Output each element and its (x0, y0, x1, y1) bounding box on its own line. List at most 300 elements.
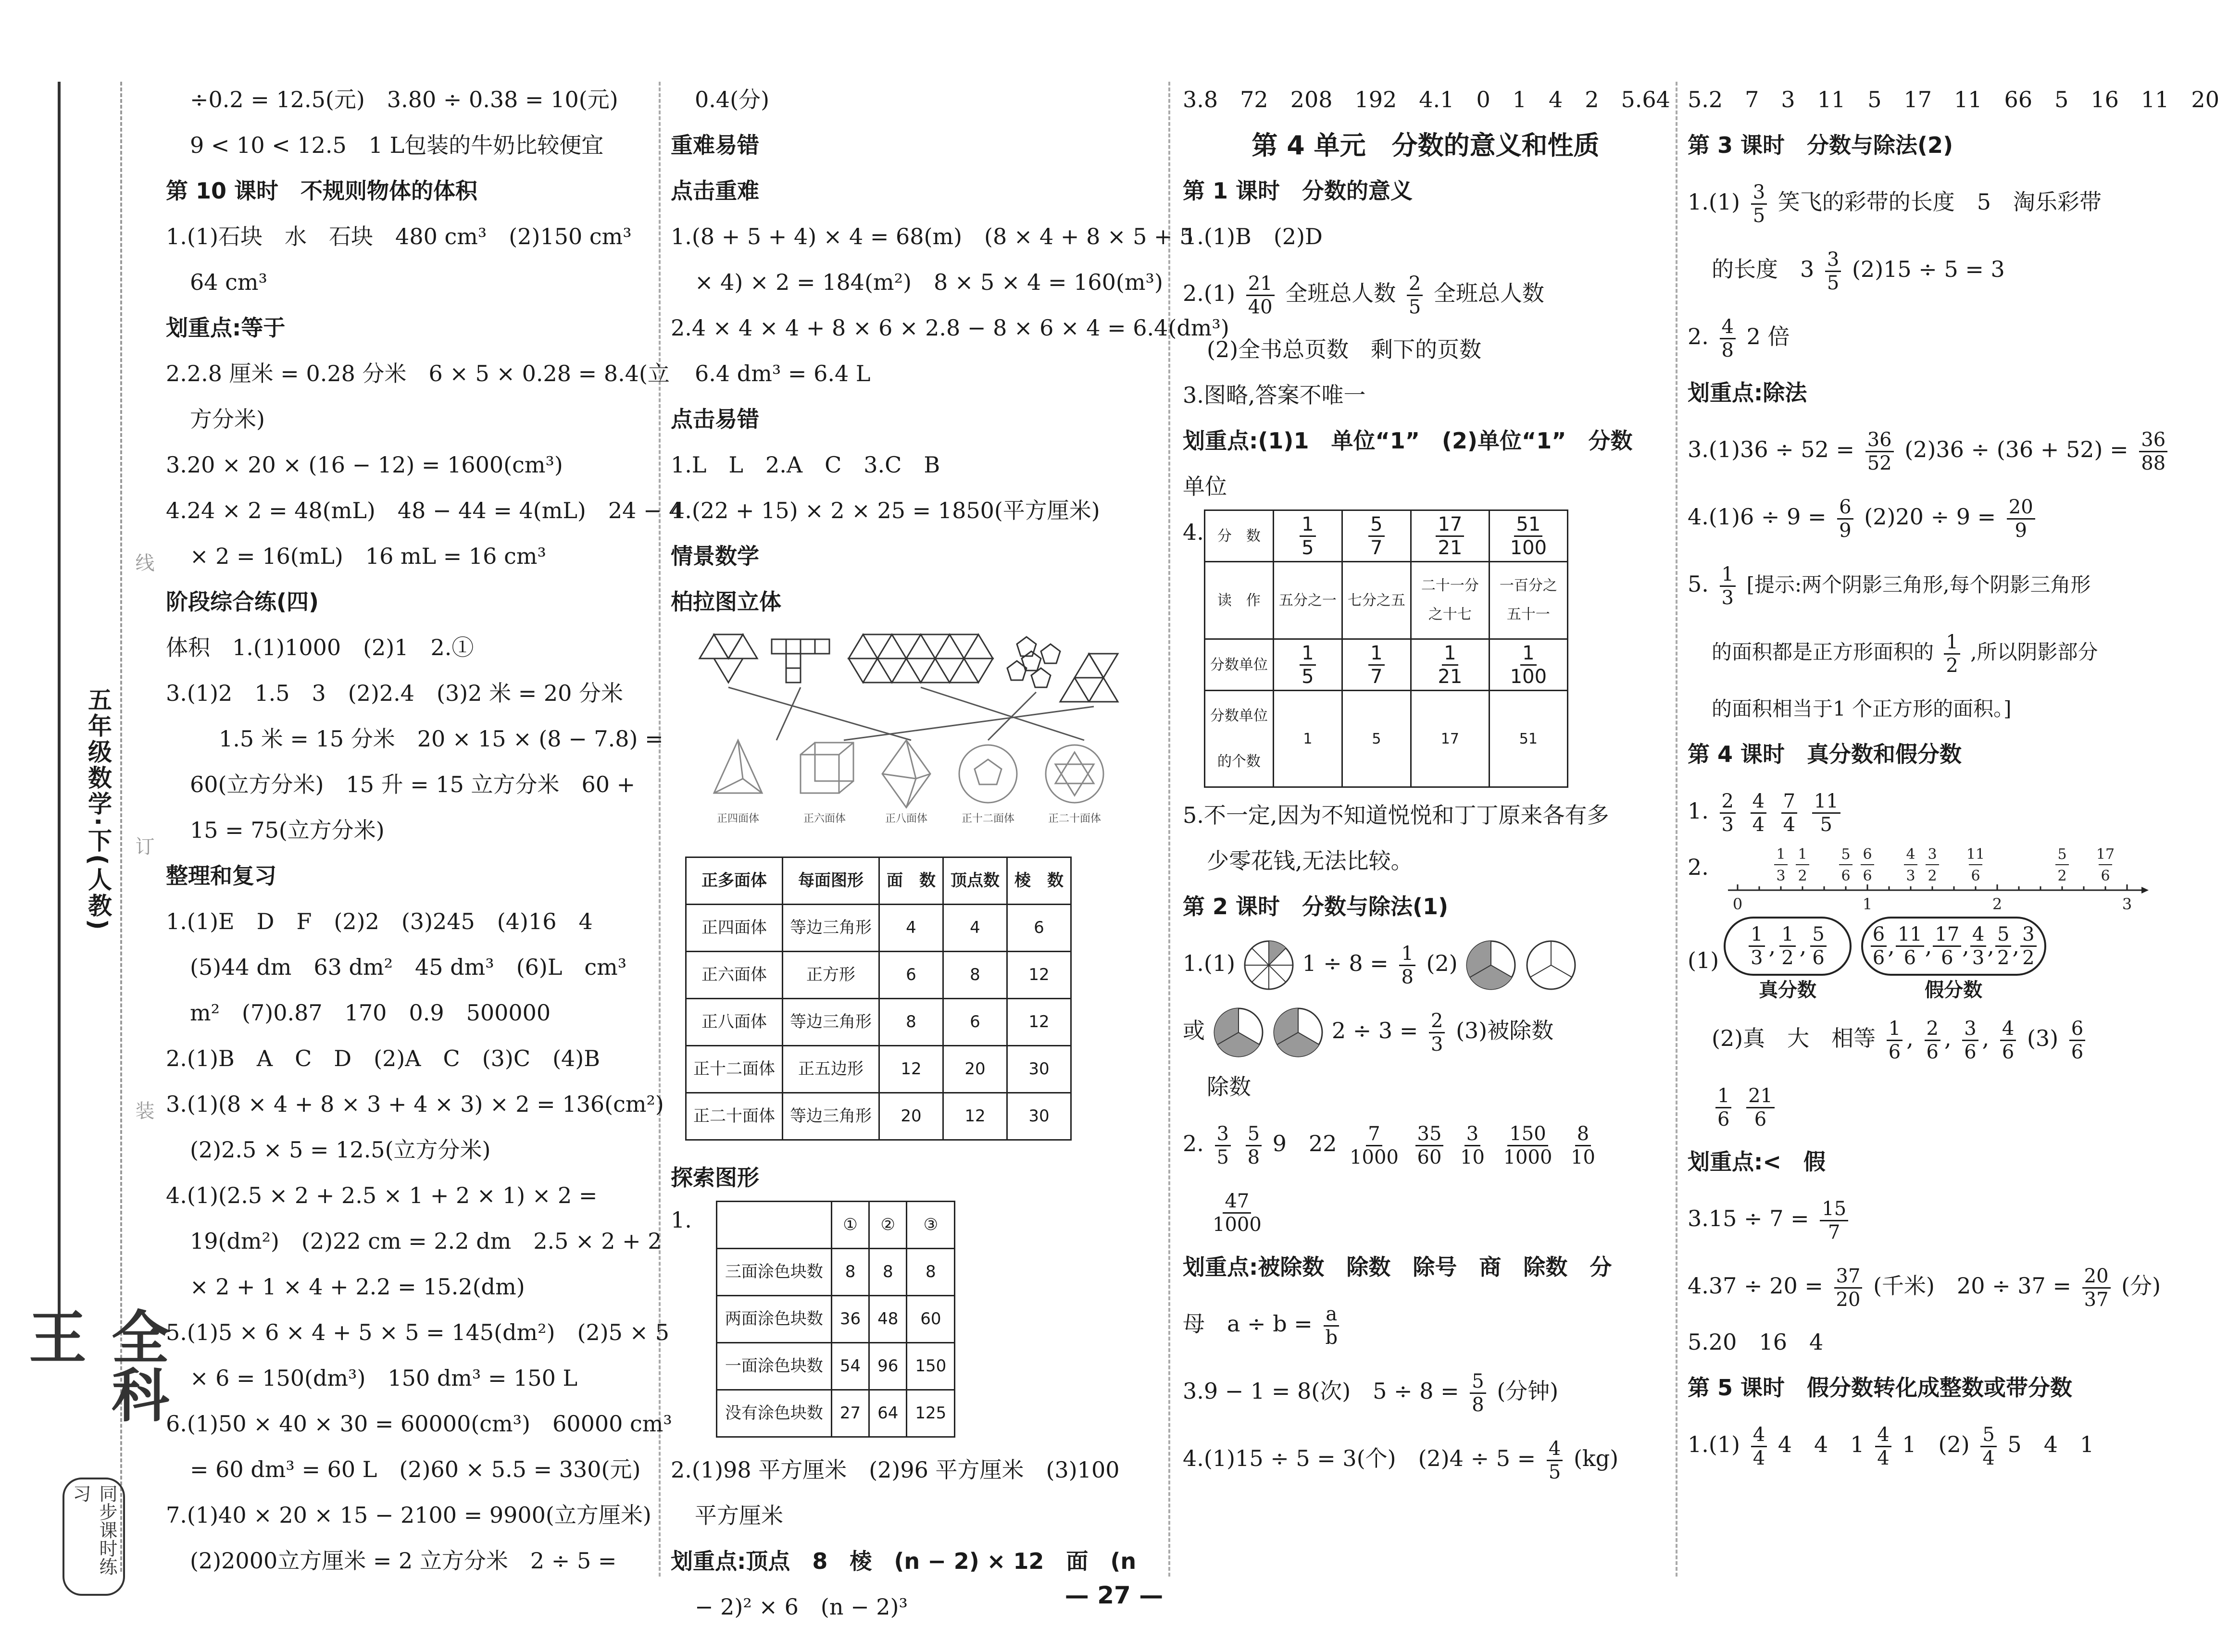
number-line-numerator: 17 (2096, 846, 2115, 863)
section-title: 阶段综合练(四) (166, 589, 319, 615)
table-cell: 12 (1007, 999, 1071, 1046)
page-number: — 27 — (1064, 1581, 1164, 1609)
numerator: 11 (1896, 923, 1924, 947)
denominator: 8 (1472, 1393, 1484, 1416)
denominator: 4 (1982, 1447, 1995, 1469)
table-row (686, 999, 1071, 1046)
fraction (1781, 790, 1797, 836)
answer-text: (分钟) (1497, 1378, 1559, 1404)
fraction (1751, 181, 1767, 227)
denominator: 5 (1302, 537, 1314, 559)
denominator: 7 (1827, 1221, 1840, 1243)
denominator: 9 (2015, 519, 2027, 542)
denominator: 2 (2022, 947, 2035, 969)
fraction-reading-table (1204, 509, 1568, 788)
answer-line: 3.图略,答案不唯一 (1183, 382, 1366, 408)
answer-line: ÷0.2 = 12.5(元) 3.80 ÷ 0.38 = 10(元) (190, 87, 618, 112)
answer-text: 1.(1) (1688, 189, 1740, 215)
denominator: 5 (1216, 1146, 1229, 1168)
fraction (1925, 1018, 1940, 1063)
fraction (2139, 429, 2167, 474)
section-title: 整理和复习 (166, 863, 276, 889)
table-header: ① (831, 1202, 869, 1249)
numerator: 4 (1547, 1438, 1563, 1461)
denominator: 4 (1752, 813, 1765, 836)
fraction (1415, 1123, 1444, 1168)
numerator: 2 (1720, 790, 1736, 814)
answer-line (1688, 416, 2197, 483)
answer-line (1183, 930, 1668, 997)
logo-subtitle: 同步课时练习 (63, 1478, 125, 1596)
table-row (716, 1249, 954, 1296)
denominator: 3 (1721, 586, 1734, 609)
table-cell: 6 (943, 999, 1007, 1046)
denominator: 5 (1820, 813, 1832, 836)
numerator: 3 (1215, 1123, 1231, 1146)
answer-text: (kg) (1573, 1445, 1619, 1471)
answer-text: 笑飞的彩带的长度 5 淘乐彩带 (1777, 189, 2102, 215)
unit-title: 第 4 单元 分数的意义和性质 (1252, 130, 1600, 161)
table-row (686, 1046, 1071, 1093)
numerator: 5 (1246, 1123, 1262, 1146)
answer-text: (2)20 ÷ 9 = (1864, 504, 1996, 530)
cube-question (671, 1201, 1152, 1438)
fraction (1865, 429, 1894, 474)
lesson-title: 第 5 课时 假分数转化成整数或带分数 (1688, 1375, 2073, 1401)
circle-thirds-figure (1525, 939, 1577, 992)
numerator: 11 (1812, 790, 1840, 814)
numerator: 51 (1514, 513, 1542, 537)
table-cell: 20 (879, 1093, 943, 1140)
answer-text: 或 (1183, 1018, 1205, 1043)
number-line-denominator: 3 (1776, 868, 1786, 884)
numerator: 1 (1749, 923, 1765, 947)
question-number: 4. (1183, 519, 1204, 545)
solid-label: 正十二面体 (961, 813, 1015, 825)
numerator: 6 (1871, 923, 1887, 947)
fraction (1720, 563, 1736, 609)
question-number: 2. (1688, 854, 1709, 880)
circle-thirds-figure (1272, 1006, 1325, 1059)
table-cell (1273, 639, 1342, 691)
denominator: 3 (1431, 1033, 1443, 1056)
answer-text: ,所以阴影部分 (1970, 640, 2098, 664)
table-cell (1411, 639, 1489, 691)
numerator: 21 (1246, 273, 1275, 296)
answer-line: 6.4 dm³ = 6.4 L (695, 360, 871, 386)
answer-text: (3) (2027, 1025, 2059, 1051)
table-cell: 8 (869, 1249, 907, 1296)
solid-label: 正六面体 (803, 813, 846, 825)
denominator: 37 (2084, 1288, 2109, 1311)
tetrahedron-solid (714, 740, 762, 793)
table-cell: 正十二面体 (686, 1046, 783, 1093)
answer-text: (2)36 ÷ (36 + 52) = (1904, 436, 2128, 462)
key-point: 划重点:< 假 (1688, 1149, 1826, 1175)
fraction (1834, 1265, 1863, 1311)
lesson-title: 第 2 课时 分数与除法(1) (1183, 894, 1449, 919)
denominator: 6 (1812, 947, 1825, 969)
cut-mark: 线 (132, 553, 154, 572)
numerator: 47 (1223, 1190, 1251, 1214)
table-row (1204, 562, 1567, 639)
row-header: 读 作 (1204, 562, 1273, 639)
table-cell: 30 (1007, 1093, 1071, 1140)
answer-line: × 6 = 150(dm³) 150 dm³ = 150 L (190, 1365, 578, 1391)
answer-line (1183, 260, 1668, 327)
answer-line: 1.(1)E D F (2)2 (3)245 (4)16 4 (166, 908, 593, 934)
numerator: 1 (1944, 631, 1960, 655)
denominator: 5 (1548, 1461, 1561, 1483)
table-cell: 正六面体 (686, 952, 783, 999)
book-title: 五年级数学·下(人教) (84, 687, 112, 932)
answer-line: 7.(1)40 × 20 × 15 − 2100 = 9900(立方厘米) (166, 1502, 651, 1528)
table-cell: 1 (1273, 691, 1342, 787)
table-cell: 三面涂色块数 (716, 1249, 831, 1296)
table-cell: 12 (879, 1046, 943, 1093)
cut-mark: 订 (132, 836, 154, 856)
numerator: 17 (1933, 923, 1961, 947)
fraction (2082, 1265, 2111, 1311)
margin-rule (58, 82, 61, 1331)
answer-line (1688, 1185, 2197, 1252)
numerator: 1 (1442, 642, 1458, 666)
table-cell: 两面涂色块数 (716, 1296, 831, 1343)
number-line-denominator: 2 (2057, 868, 2067, 884)
answer-line: (2)全书总页数 剩下的页数 (1207, 336, 1482, 362)
answer-line: 1.5 米 = 15 分米 20 × 15 × (8 − 7.8) = (219, 726, 663, 752)
number-line-numerator: 11 (1966, 846, 1985, 863)
numerator: 3 (1962, 1018, 1978, 1041)
table-row (686, 952, 1071, 999)
fraction (1820, 1198, 1848, 1243)
fraction (1569, 1123, 1597, 1168)
answer-text: 2. (1688, 323, 1709, 349)
table-cell (1342, 639, 1411, 691)
table-cell (1489, 510, 1567, 562)
table-header: ② (869, 1202, 907, 1249)
row-header: 分 数 (1204, 510, 1273, 562)
answer-line (1688, 619, 2197, 686)
number-line-integer: 0 (1732, 895, 1743, 913)
numerator: 5 (1995, 923, 2011, 947)
key-point: 划重点:被除数 除数 除号 商 除数 分 (1183, 1254, 1612, 1280)
answer-line: 2.4 × 4 × 4 + 8 × 6 × 2.8 − 8 × 6 × 4 = 6.4(dm³) (671, 315, 1229, 341)
denominator: 3 (1972, 947, 1985, 969)
fraction (1944, 631, 1960, 677)
answer-line: 2.(1)B A C D (2)A C (3)C (4)B (166, 1045, 601, 1071)
subsection-title: 点击易错 (671, 406, 759, 432)
answer-text: (分) (2121, 1273, 2161, 1299)
answer-line: 3.(1)(8 × 4 + 8 × 3 + 4 × 3) × 2 = 136(cm²) (166, 1091, 664, 1117)
number-line-denominator: 6 (1841, 868, 1851, 884)
answer-line (1688, 777, 2197, 845)
answer-line: × 2 + 1 × 4 + 2.2 = 15.2(dm) (190, 1274, 525, 1300)
answer-line: 体积 1.(1)1000 (2)1 2.① (166, 634, 474, 660)
numerator: 4 (1720, 316, 1736, 339)
fraction (1749, 923, 1765, 969)
numerator: 35 (1415, 1123, 1444, 1146)
denominator: b (1325, 1326, 1338, 1349)
denominator: 5 (1827, 272, 1840, 294)
fraction (1720, 790, 1736, 836)
numerator: 5 (1368, 513, 1384, 537)
numerator: 6 (1837, 496, 1853, 520)
answer-line: 4.(1)(2.5 × 2 + 2.5 × 1 + 2 × 1) × 2 = (166, 1182, 598, 1208)
table-cell: 8 (831, 1249, 869, 1296)
numerator: 1 (1715, 1085, 1731, 1108)
cut-mark: 装 (132, 1101, 154, 1120)
table-cell: 没有涂色块数 (716, 1390, 831, 1437)
numerator: 1 (1520, 642, 1536, 666)
numerator: 150 (1507, 1123, 1548, 1146)
denominator: 88 (2141, 452, 2166, 474)
table-cell (1273, 510, 1342, 562)
answer-line: 5.20 16 4 (1688, 1329, 1824, 1355)
table-cell: 60 (907, 1296, 955, 1343)
answer-text: (千米) 20 ÷ 37 = (1873, 1273, 2071, 1299)
denominator: 6 (1964, 1041, 1977, 1063)
octahedron-solid (882, 740, 930, 807)
number-line-numerator: 5 (1841, 846, 1851, 863)
fraction (1837, 496, 1853, 542)
answer-line: 5.(1)5 × 6 × 4 + 5 × 5 = 145(dm²) (2)5 × 5 (166, 1319, 669, 1345)
fraction (1875, 1424, 1891, 1469)
table-header: 正多面体 (686, 857, 783, 905)
row-header: 分数单位的个数 (1204, 691, 1273, 787)
answer-line (1688, 236, 2197, 303)
number-line-numerator: 1 (1776, 846, 1786, 863)
number-line-integer: 2 (1992, 895, 2003, 913)
painted-cube-table (716, 1201, 955, 1438)
numerator: 2 (1407, 273, 1423, 296)
improper-fractions-oval: $\frac{6}{6}$ , $\frac{11}{6}$ , $\frac{17}{6}$ , $\frac{4}{3}$ , $\frac{5}{2}$ , $\frac{3}{2}$ (1861, 917, 2046, 976)
icosahedron-net (849, 634, 993, 683)
fraction (1715, 1085, 1731, 1130)
answer-text: 2 倍 (1746, 323, 1790, 349)
answer-line (1183, 1357, 1668, 1425)
column-divider (1676, 82, 1677, 1577)
answer-line: 5.2 7 3 11 5 17 11 66 5 16 11 20 (1688, 87, 2219, 112)
answer-text: 全班总人数 (1433, 280, 1544, 306)
fraction (1746, 1085, 1775, 1130)
fraction (1970, 923, 1986, 969)
denominator: 7 (1370, 666, 1383, 688)
fraction (1429, 1010, 1445, 1056)
solid-label: 正八面体 (885, 813, 928, 825)
denominator: 6 (2071, 1041, 2084, 1063)
numerator: 4 (2000, 1018, 2016, 1041)
number-line (1718, 845, 2151, 917)
fraction (1751, 1424, 1767, 1469)
numerator: 20 (2082, 1265, 2111, 1289)
lesson-title: 第 1 课时 分数的意义 (1183, 178, 1413, 204)
denominator: 100 (1510, 666, 1547, 688)
answer-line: − 2)² × 6 (n − 2)³ (695, 1594, 908, 1620)
answer-text: (1) (1688, 947, 1719, 973)
table-cell: 正四面体 (686, 905, 783, 952)
denominator: 2 (1997, 947, 2010, 969)
numerator: 2 (1925, 1018, 1940, 1041)
numerator: 4 (1970, 923, 1986, 947)
key-point: 划重点:(1)1 单位“1” (2)单位“1” 分数 (1183, 428, 1633, 454)
fraction (1502, 1123, 1554, 1168)
key-point: 划重点:等于 (166, 315, 286, 341)
table-cell: 二十一分之十七 (1411, 562, 1489, 639)
numerator: 3 (2020, 923, 2036, 947)
fraction (1458, 1123, 1487, 1168)
answer-line: 1.(1)石块 水 石块 480 cm³ (2)150 cm³ (166, 224, 632, 249)
subsection-title: 柏拉图立体 (671, 589, 781, 615)
denominator: 21 (1438, 666, 1463, 688)
numerator: 6 (2069, 1018, 2085, 1041)
fraction (1896, 923, 1924, 969)
denominator: 6 (1872, 947, 1885, 969)
table-cell (1489, 639, 1567, 691)
table-row (716, 1343, 954, 1390)
table-cell: 5 (1342, 691, 1411, 787)
table-row (1204, 510, 1567, 562)
answer-line (1183, 1425, 1668, 1492)
denominator: 6 (2002, 1041, 2015, 1063)
answer-text: 4.(1)6 ÷ 9 = (1688, 504, 1827, 530)
numerator: 1 (1300, 513, 1315, 537)
fraction (1810, 923, 1826, 969)
denominator: 6 (1717, 1108, 1730, 1130)
number-line-denominator: 3 (1906, 868, 1915, 884)
answer-line (1688, 1252, 2197, 1319)
answer-line: 少零花钱,无法比较。 (1207, 848, 1413, 874)
denominator: 4 (1877, 1447, 1890, 1469)
table-cell: 54 (831, 1343, 869, 1390)
answer-line (1183, 997, 1668, 1064)
numerator: 21 (1746, 1085, 1775, 1108)
table-cell: 12 (943, 1093, 1007, 1140)
answer-line: 19(dm²) (2)22 cm = 2.2 dm 2.5 × 2 + 2 (190, 1228, 662, 1254)
table-cell: 等边三角形 (783, 905, 879, 952)
numerator: 15 (1820, 1198, 1848, 1221)
denominator: 10 (1571, 1146, 1595, 1168)
answer-line (1688, 1072, 2197, 1139)
answer-text: 的面积都是正方形面积的 (1712, 640, 1934, 664)
solid-label: 正四面体 (716, 813, 760, 825)
fraction (2007, 496, 2035, 542)
answer-line (1183, 1110, 1668, 1177)
numerator: 3 (1751, 181, 1767, 205)
number-line-numerator: 5 (2057, 846, 2067, 863)
numerator: 1 (1779, 923, 1795, 947)
table-cell: 8 (943, 952, 1007, 999)
table-cell: 正方形 (783, 952, 879, 999)
number-line-denominator: 6 (2101, 868, 2110, 884)
column-divider (659, 82, 661, 1577)
table-cell: 51 (1489, 691, 1567, 787)
table-cell: 8 (907, 1249, 955, 1296)
dodecahedron-solid (959, 745, 1017, 803)
answer-line: (2)2000立方厘米 = 2 立方分米 2 ÷ 5 = (190, 1548, 617, 1574)
answer-line: (2)真 大 相等 $\frac{1}{6}$ , $\frac{2}{6}$ , $\frac{3}{6}$ , $\frac{4}{6}$ (3) $\frac{6}{6}$ (1688, 1005, 2197, 1072)
improper-label: 假分数 (1925, 979, 1983, 1001)
answer-line: 的面积相当于1 个正方形的面积。] (1712, 697, 2012, 720)
lesson-title: 第 4 课时 真分数和假分数 (1688, 741, 1962, 767)
answer-line: 0.4(分) (695, 87, 770, 112)
denominator: 6 (1888, 1041, 1901, 1063)
proper-label: 真分数 (1758, 979, 1816, 1001)
fraction (1887, 1018, 1903, 1063)
solid-label: 正二十面体 (1048, 813, 1101, 825)
numerator: 1 (1887, 1018, 1903, 1041)
table-row (716, 1296, 954, 1343)
answer-line (1688, 917, 2197, 1005)
polyhedron-table (685, 857, 1072, 1141)
answer-text: 2.(1) (1183, 280, 1236, 306)
fraction (1962, 1018, 1978, 1063)
denominator: 52 (1867, 452, 1892, 474)
answer-line (1183, 1177, 1668, 1244)
answer-text: 2. (1183, 1130, 1204, 1156)
answer-line (1688, 483, 2197, 550)
answer-text: 5. (1688, 571, 1709, 597)
answer-text: 全班总人数 (1285, 280, 1396, 306)
fraction (1323, 1303, 1339, 1349)
table-cell: 4 (943, 905, 1007, 952)
denominator: 5 (1408, 296, 1421, 318)
number-line-numerator: 6 (1863, 846, 1872, 863)
number-line-numerator: 1 (1798, 846, 1807, 863)
proper-fraction-group (1719, 917, 1856, 1005)
numerator: 2 (1429, 1010, 1445, 1033)
answer-text: (2)真 大 相等 (1712, 1025, 1876, 1051)
fraction (1407, 273, 1423, 318)
answer-text: 4.37 ÷ 20 = (1688, 1273, 1823, 1299)
table-cell: 48 (869, 1296, 907, 1343)
denominator: 10 (1460, 1146, 1485, 1168)
answer-line: × 4) × 2 = 184(m²) 8 × 5 × 4 = 160(m³) (695, 269, 1163, 295)
circle-thirds-figure (1464, 939, 1517, 992)
dodecahedron-net (1007, 637, 1060, 687)
numerator: 5 (1980, 1424, 1996, 1447)
table-header: 顶点数 (943, 857, 1007, 905)
numerator: 4 (1751, 790, 1766, 814)
denominator: 3 (1721, 813, 1734, 836)
table-header: 棱 数 (1007, 857, 1071, 905)
column-4 (1688, 77, 2219, 1478)
fraction (2020, 923, 2036, 969)
table-cell: 96 (869, 1343, 907, 1390)
denominator: 2 (1781, 947, 1794, 969)
denominator: 6 (1941, 947, 1953, 969)
subsection-title: 探索图形 (671, 1165, 759, 1191)
table-row (686, 1093, 1071, 1140)
fraction (1995, 923, 2011, 969)
octahedron-net (1060, 654, 1118, 702)
number-line-denominator: 6 (1863, 868, 1872, 884)
table-header: ③ (907, 1202, 955, 1249)
fraction (1348, 1123, 1401, 1168)
denominator: 8 (1401, 966, 1414, 988)
numerator: 3 (1464, 1123, 1480, 1146)
answer-text: 1 ÷ 8 = (1302, 950, 1389, 976)
answer-line: (5)44 dm 63 dm² 45 dm³ (6)L cm³ (190, 954, 627, 980)
table-cell: 64 (869, 1390, 907, 1437)
table-row (686, 905, 1071, 952)
table-row (1204, 639, 1567, 691)
tetrahedron-net (700, 634, 757, 683)
fraction (2069, 1018, 2085, 1063)
denominator: 60 (1417, 1146, 1442, 1168)
table-cell: 12 (1007, 952, 1071, 999)
table-cell: 27 (831, 1390, 869, 1437)
